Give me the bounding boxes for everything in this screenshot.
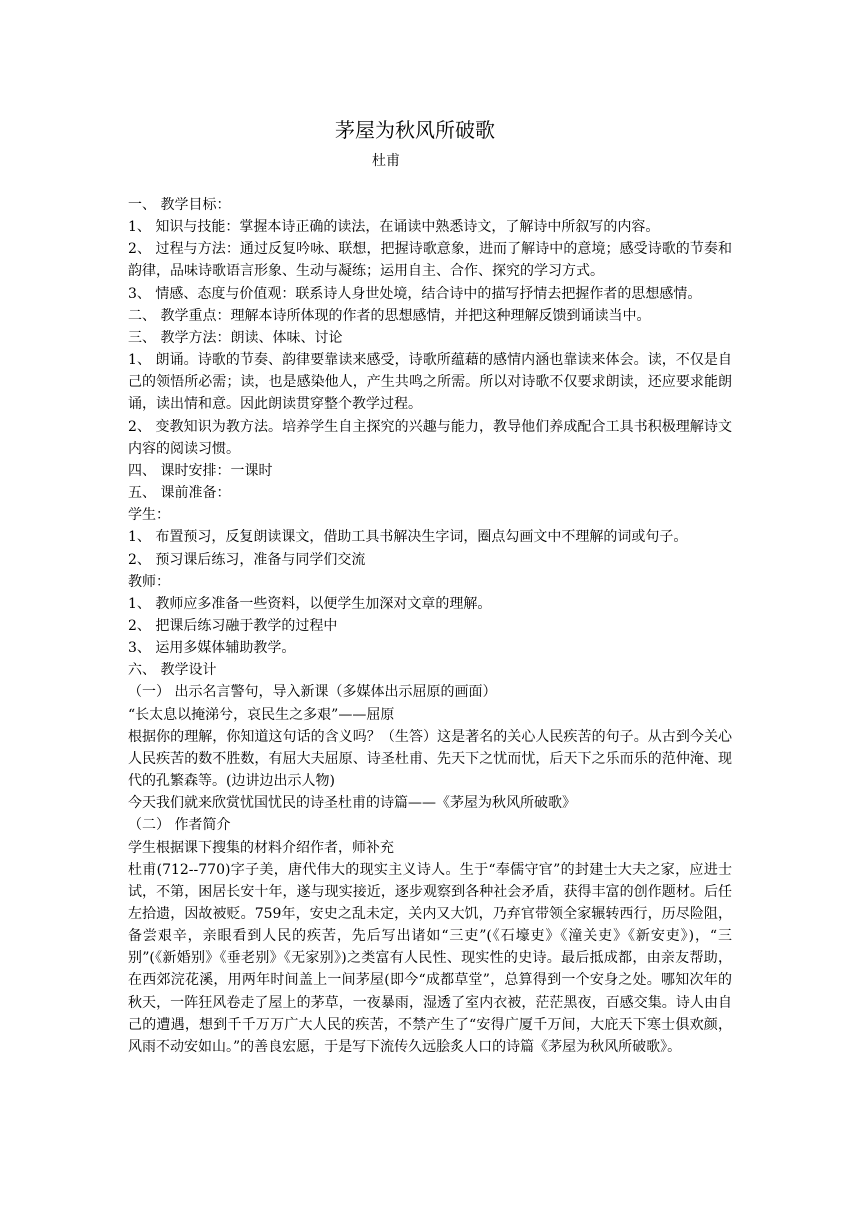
paragraph: 1、 朗诵。诗歌的节奏、韵律要靠读来感受，诗歌所蕴藉的感情内涵也靠读来体会。读，不仅是自己的领悟所必需；读，也是感染他人，产生共鸣之所需。所以对诗歌不仅要求朗读，还应要求能朗诵，读出情和意。因此朗读贯穿整个教学过程。 bbox=[128, 352, 732, 413]
paragraph: 1、 布置预习，反复朗读课文，借助工具书解决生字词，圈点勾画文中不理解的词或句子。 bbox=[128, 529, 688, 546]
document-body bbox=[128, 194, 732, 1058]
paragraph: 2、 变教知识为教方法。培养学生自主探究的兴趣与能力，教导他们养成配合工具书积极理解诗文内容的阅读习惯。 bbox=[128, 418, 732, 457]
paragraph: “长太息以掩涕兮，哀民生之多艰”——屈原 bbox=[128, 706, 395, 723]
paragraph: 学生根据课下搜集的材料介绍作者，师补充 bbox=[128, 839, 394, 856]
paragraph: 2、 预习课后练习，准备与同学们交流 bbox=[128, 551, 366, 568]
document-title: 茅屋为秋风所破歌 bbox=[335, 118, 495, 142]
paragraph: 2、 把课后练习融于教学的过程中 bbox=[128, 617, 338, 634]
paragraph: 3、 情感、态度与价值观：联系诗人身世处境，结合诗中的描写抒情去把握作者的思想感情。 bbox=[128, 285, 702, 302]
document-author: 杜甫 bbox=[372, 153, 400, 169]
paragraph: 1、 教师应多准备一些资料，以便学生加深对文章的理解。 bbox=[128, 595, 492, 612]
paragraph: （二） 作者简介 bbox=[128, 817, 231, 834]
paragraph: 五、 课前准备： bbox=[128, 485, 231, 502]
paragraph: 根据你的理解，你知道这句话的含义吗？（生答）这是著名的关心人民疾苦的句子。从古到今关心人民疾苦的数不胜数，有屈大夫屈原、诗圣杜甫、先天下之忧而忧，后天下之乐而乐的范仲淹、现代的孔繁森等。(边讲边出示人物) bbox=[128, 728, 732, 790]
paragraph: 1、 知识与技能：掌握本诗正确的读法，在诵读中熟悉诗文，了解诗中所叙写的内容。 bbox=[128, 219, 660, 236]
paragraph: 教师： bbox=[128, 573, 170, 590]
paragraph: 一、 教学目标： bbox=[128, 197, 231, 213]
paragraph: 今天我们就来欣赏忧国忧民的诗圣杜甫的诗篇——《茅屋为秋风所破歌》 bbox=[128, 795, 576, 812]
paragraph: 四、 课时安排：一课时 bbox=[128, 462, 273, 479]
paragraph: 2、 过程与方法：通过反复吟咏、联想，把握诗歌意象，进而了解诗中的意境；感受诗歌的节奏和韵律，品味诗歌语言形象、生动与凝练；运用自主、合作、探究的学习方式。 bbox=[128, 241, 732, 280]
paragraph: （一） 出示名言警句，导入新课（多媒体出示屈原的画面） bbox=[128, 684, 497, 701]
paragraph: 杜甫(712--770)字子美，唐代伟大的现实主义诗人。生于“奉儒守官”的封建士大夫之家，应进士试，不第，困居长安十年，遂与现实接近，逐步观察到各种社会矛盾，获得丰富的创作题材。后任左拾遗，因故被贬。759年，安史之乱未定，关内又大饥，乃弃官带领全家辗转西行，历尽险阻，备尝艰辛，亲眼看到人民的疾苦，先后写出诸如“三吏”(《石壕吏》《潼关吏》《新安吏》)，“三别”(《新婚别》《垂老别》《无家别》)之类富有人民性、现实性的史诗。最后抵成都，由亲友帮助，在西郊浣花溪，用两年时间盖上一间茅屋(即今“成都草堂”，总算得到一个安身之处。哪知次年的秋天，一阵狂风卷走了屋上的茅草，一夜暴雨，湿透了室内衣被，茫茫黑夜，百感交集。诗人由自己的遭遇，想到千千万万广大人民的疾苦，不禁产生了“安得广厦千万间，大庇天下寒士俱欢颜，风雨不动安如山。”的善良宏愿，于是写下流传久远脍炙人口的诗篇《茅屋为秋风所破歌》。 bbox=[128, 861, 732, 1055]
paragraph: 二、 教学重点：理解本诗所体现的作者的思想感情，并把这种理解反馈到诵读当中。 bbox=[128, 307, 651, 324]
paragraph: 3、 运用多媒体辅助教学。 bbox=[128, 640, 296, 657]
paragraph: 学生： bbox=[128, 507, 170, 524]
paragraph: 三、 教学方法：朗读、体味、讨论 bbox=[128, 329, 343, 346]
paragraph: 六、 教学设计 bbox=[128, 662, 217, 679]
